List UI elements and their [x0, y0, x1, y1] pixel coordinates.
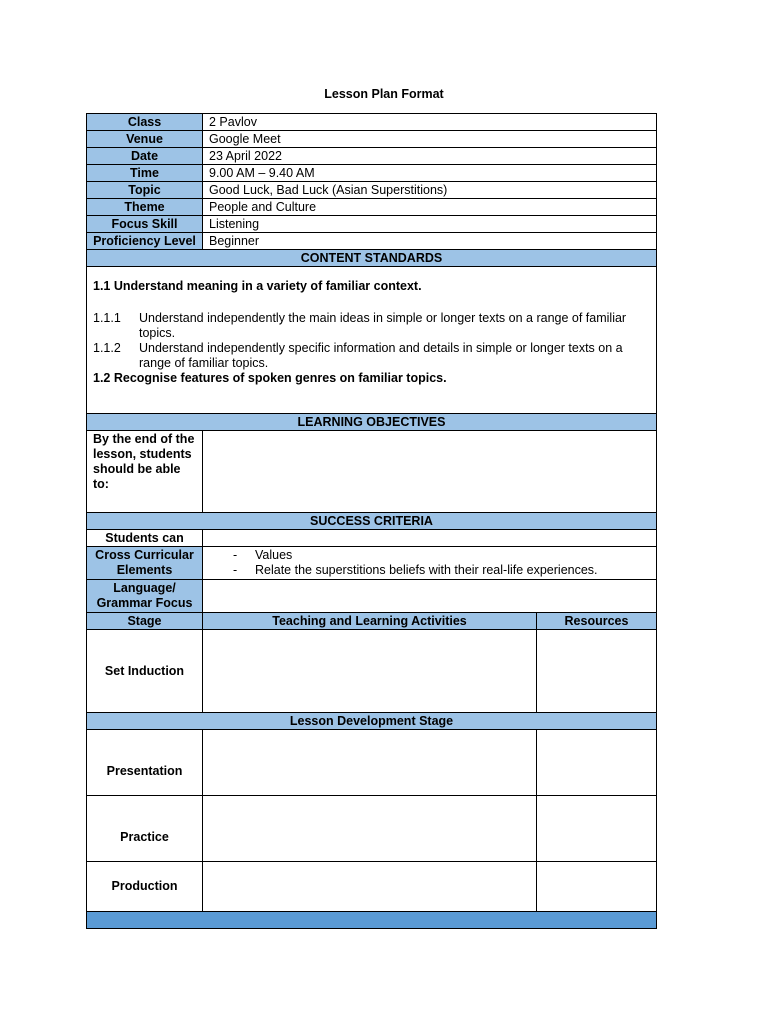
lesson-development-header-row: [87, 713, 657, 730]
content-standards-row: [87, 267, 657, 414]
focus-skill-label: Focus Skill: [87, 216, 203, 233]
topic-label: Topic: [87, 182, 203, 199]
presentation-row: [87, 730, 657, 796]
theme-value: People and Culture: [203, 199, 657, 216]
content-standards-body: [87, 267, 657, 414]
row-date: [87, 148, 657, 165]
row-focus-skill: [87, 216, 657, 233]
set-induction-row: [87, 630, 657, 713]
content-standards-heading: CONTENT STANDARDS: [87, 250, 657, 267]
time-value: 9.00 AM – 9.40 AM: [203, 165, 657, 182]
standard-1-1-1: [93, 311, 650, 341]
time-label: Time: [87, 165, 203, 182]
practice-label: Practice: [87, 796, 203, 862]
standard-1-1: 1.1 Understand meaning in a variety of familiar context.: [93, 279, 422, 293]
date-value: 23 April 2022: [203, 148, 657, 165]
set-induction-activities: [203, 630, 537, 713]
presentation-label: Presentation: [87, 730, 203, 796]
list-item-text: Values: [255, 548, 293, 562]
cross-curricular-label: Cross Curricular Elements: [87, 547, 203, 580]
spacer: [93, 294, 650, 311]
document-title: Lesson Plan Format: [324, 87, 444, 101]
footer-bar: [87, 912, 657, 929]
class-value: 2 Pavlov: [203, 114, 657, 131]
production-resources: [537, 862, 657, 912]
standard-1-2: 1.2 Recognise features of spoken genres on familiar topics.: [93, 371, 447, 385]
cross-curricular-row: [87, 547, 657, 580]
presentation-activities: [203, 730, 537, 796]
practice-row: [87, 796, 657, 862]
practice-activities: [203, 796, 537, 862]
row-proficiency: [87, 233, 657, 250]
dash-bullet: -: [233, 548, 238, 562]
venue-label: Venue: [87, 131, 203, 148]
standard-number: 1.1.2: [93, 341, 121, 355]
set-induction-resources: [537, 630, 657, 713]
cross-curricular-list: [209, 548, 650, 578]
standard-1-1-2: [93, 341, 650, 371]
row-venue: [87, 131, 657, 148]
students-can-row: [87, 530, 657, 547]
students-can-value: [203, 530, 657, 547]
learning-objectives-value: [203, 431, 657, 513]
proficiency-value: Beginner: [203, 233, 657, 250]
set-induction-label: Set Induction: [87, 630, 203, 713]
production-row: [87, 862, 657, 912]
theme-label: Theme: [87, 199, 203, 216]
activities-column-header: Teaching and Learning Activities: [203, 613, 537, 630]
focus-skill-value: Listening: [203, 216, 657, 233]
standard-number: 1.1.1: [93, 311, 121, 325]
row-theme: [87, 199, 657, 216]
learning-objectives-header-row: [87, 414, 657, 431]
learning-objectives-row: [87, 431, 657, 513]
lesson-plan-table: [86, 113, 657, 929]
topic-value: Good Luck, Bad Luck (Asian Superstitions): [203, 182, 657, 199]
class-label: Class: [87, 114, 203, 131]
proficiency-label: Proficiency Level: [87, 233, 203, 250]
cross-curricular-value: [203, 547, 657, 580]
success-criteria-heading: SUCCESS CRITERIA: [87, 513, 657, 530]
students-can-label: Students can: [87, 530, 203, 547]
language-focus-value: [203, 580, 657, 613]
practice-resources: [537, 796, 657, 862]
success-criteria-header-row: [87, 513, 657, 530]
learning-objectives-heading: LEARNING OBJECTIVES: [87, 414, 657, 431]
content-standards-header-row: [87, 250, 657, 267]
row-class: [87, 114, 657, 131]
stage-header-row: [87, 613, 657, 630]
resources-column-header: Resources: [537, 613, 657, 630]
footer-row: [87, 912, 657, 929]
presentation-resources: [537, 730, 657, 796]
stage-column-header: Stage: [87, 613, 203, 630]
production-activities: [203, 862, 537, 912]
list-item: [209, 563, 650, 578]
production-label: Production: [87, 862, 203, 912]
lesson-development-heading: Lesson Development Stage: [87, 713, 657, 730]
row-topic: [87, 182, 657, 199]
dash-bullet: -: [233, 563, 238, 577]
language-focus-row: [87, 580, 657, 613]
row-time: [87, 165, 657, 182]
language-focus-label: Language/ Grammar Focus: [87, 580, 203, 613]
standard-text: Understand independently specific information and details in simple or longer texts on a range of familiar topics.: [139, 341, 623, 370]
list-item-text: Relate the superstitions beliefs with their real-life experiences.: [255, 563, 598, 577]
learning-objectives-label: By the end of the lesson, students should be able to:: [87, 431, 203, 513]
venue-value: Google Meet: [203, 131, 657, 148]
date-label: Date: [87, 148, 203, 165]
list-item: [209, 548, 650, 563]
standard-text: Understand independently the main ideas in simple or longer texts on a range of familiar topics.: [139, 311, 627, 340]
